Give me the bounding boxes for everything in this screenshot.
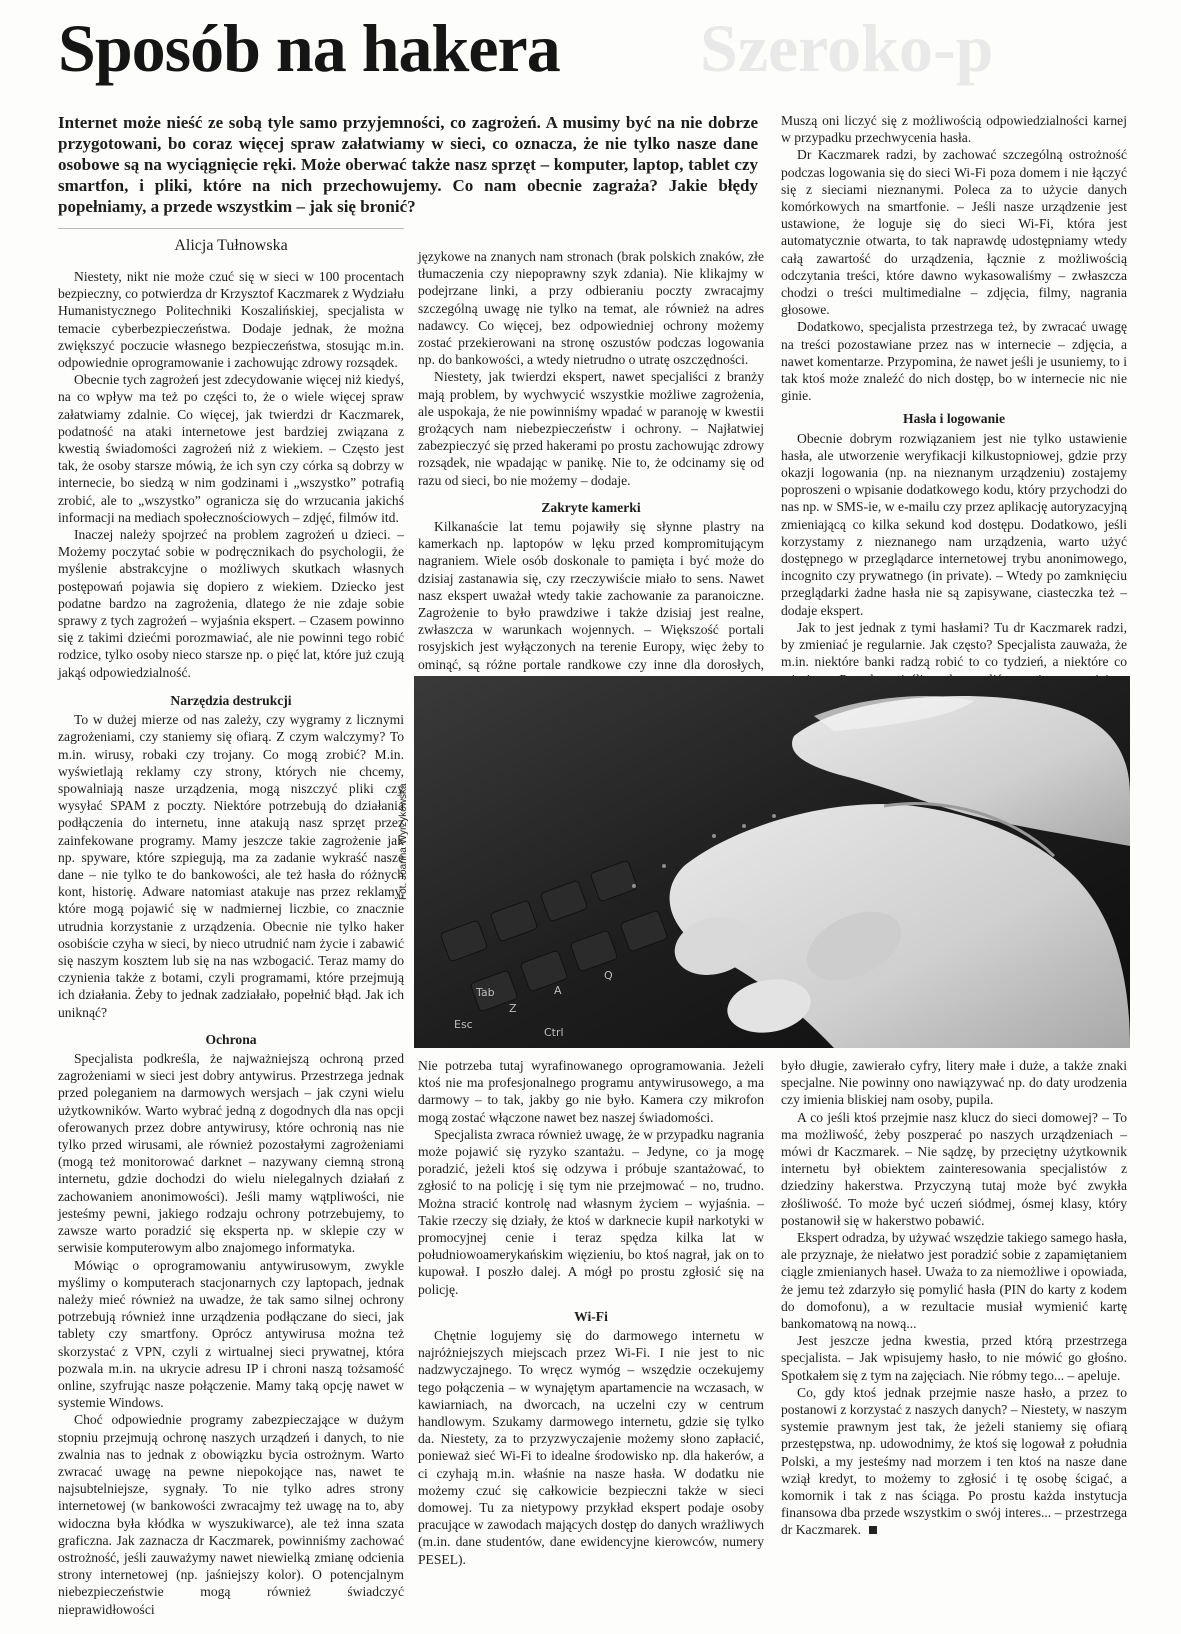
- section-heading-ochrona: Ochrona: [205, 1031, 257, 1047]
- keyboard-photo: [414, 676, 1130, 1048]
- paragraph: Obecnie tych zagrożeń jest zdecydowanie więcej niż kiedyś, na co wpływ ma też po części to, że o wiele więcej spraw załatwiamy zdalnie. Co więcej, jak twierdzi dr Kaczmarek, podatność na ataki internetowe jest bardziej związana z kwestią świadomości zagrożeń niż z wiekiem. – Często jest tak, że osoby starsze mówią, że ich syn czy córka są dobrzy w internecie, bo siedzą w nim godzinami i „wszystko” potrafią zrobić, ale to „wszystko” ogranicza się do wrzucania jakichś informacji na mediach społecznościowych – zdjęć, filmów itd.: [58, 372, 404, 525]
- key-label: A: [554, 984, 562, 997]
- paragraph: Kilkanaście lat temu pojawiły się słynne plastry na kamerkach np. laptopów w lęku przed kompromitującym nagraniem. Wiele osób doskonale to pamięta i być może do dzisiaj zastanawia się, czy rzeczywiście miało to sens. Nawet nasz ekspert uważał wtedy takie zachowanie za paranoiczne. Zagrożenie to było prawdziwe i także dzisiaj jest realne, zwłaszcza w warunkach wojennych. – Większość portali rosyjskich jest wyłączonych na terenie Europy, więc żeby to ominąć, są różne portale randkowe czy inne dla dorosłych,: [418, 519, 764, 672]
- column-1-bottom: [58, 692, 404, 1618]
- paragraph: Muszą oni liczyć się z możliwością odpowiedzialności karnej w przypadku przechwycenia hasła.: [781, 113, 1127, 146]
- column-3-bottom: [781, 1057, 1127, 1539]
- section-heading-wi-fi: Wi-Fi: [574, 1308, 608, 1324]
- paragraph: Jest jeszcze jedna kwestia, przed którą przestrzega specjalista. – Jak wpisujemy hasło, to nie mówić go głośno. Spotkałem się z tym na zajęciach. Nie róbmy tego... – apeluje.: [781, 1333, 1127, 1383]
- paragraph: Dr Kaczmarek radzi, by zachować szczególną ostrożność podczas logowania się do sieci Wi-Fi poza domem i nie łączyć się z sieciami nieznanymi. Poleca za to użycie danych komórkowych na smartfonie. – Jeśli nasze urządzenie jest ustawione, że loguje się do sieci Wi-Fi, która jest automatycznie otwarta, to tak naprawdę udostępniamy wtedy całą zawartość do urządzenia, łącznie z możliwością odczytania treści, które dawno wykasowaliśmy – zwłaszcza chodzi o treści multimedialne – zdjęcia, filmy, nagrania głosowe.: [781, 147, 1127, 318]
- paragraph: Inaczej należy spojrzeć na problem zagrożeń u dzieci. – Możemy poczytać sobie w podręcznikach do psychologii, że myślenie abstrakcyjne o możliwych skutkach własnych postępowań pojawia się dopiero z wiekiem. Dziecko jest podatne bardzo na zagrożenia, dlatego że nie zdaje sobie sprawy z tych zagrożeń – wyjaśnia ekspert. – Czasem powinno się z takimi dziećmi porozmawiać, ale nie powinni tego robić rodzice, tylko osoby nieco starsze np. o pięć lat, które już czują jakąś odpowiedzialność.: [58, 527, 404, 680]
- key-label: Z: [509, 1002, 517, 1015]
- column-2-bottom: [418, 1057, 764, 1568]
- paragraph: Niestety, nikt nie może czuć się w sieci w 100 procentach bezpieczny, co potwierdza dr Krzysztof Kaczmarek z Wydziału Humanistycznego Politechniki Koszalińskiej, specjalista w temacie cyberbezpieczeństwa. Dodaje jednak, że można zwiększyć poczucie własnego bezpieczeństwa, stosując m.in. odpowiednie oprogramowanie i zachowując zdrowy rozsądek.: [58, 269, 404, 371]
- key-label: Esc: [454, 1018, 473, 1031]
- photo-credit: Fot. Joanna Wyrzykowska: [398, 783, 409, 900]
- paragraph: Specjalista zwraca również uwagę, że w przypadku nagrania może pojawić się ryzyko szantażu. – Jedyne, co ja mogę poradzić, jeżeli ktoś się odzywa i próbuje szantażować, to zgłosić to na policję i się tym nie przejmować – no, trudno. Można stracić kontrolę nad własnym życiem – wyjaśnia. – Takie rzeczy się działy, że ktoś w darknecie kupił narkotyki w promocyjnej cenie i teraz spędza kilka lat w południowoamerykańskim więzieniu, bo ktoś nagrał, jak on to kupował. I poszło dalej. A mógł po prostu zgłosić się na policję.: [418, 1126, 764, 1297]
- paragraph: Specjalista podkreśla, że najważniejszą ochroną przed zagrożeniami w sieci jest dobry antywirus. Przestrzega jednak przed poleganiem na darmowych wersjach – jak czyni wielu użytkowników. Warto wybrać jedną z dogodnych dla nas opcji oferowanych przez dobre antywirusy, które ochronią nas nie tylko przed wirusami, ale również pozostałymi zagrożeniami (mogą też monitorować darknet – nazywany ciemną stroną internetu, gdzie dochodzi do wielu nielegalnych działań z zachowaniem anonimowości). Jeśli mamy wątpliwości, nie jesteśmy pewni, jakiego rodzaju ochrony potrzebujemy, to zawsze warto poradzić się eksperta np. w sklepie czy w serwisie komputerowym albo znajomego informatyka.: [58, 1051, 404, 1256]
- paragraph: Nie potrzeba tutaj wyrafinowanego oprogramowania. Jeżeli ktoś nie ma profesjonalnego programu antywirusowego, a ma darmowy – to tak, jakby go nie było. Kamera czy mikrofon mogą zostać włączone nawet bez naszej świadomości.: [418, 1058, 764, 1125]
- section-heading-narzedzia-destrukcji: Narzędzia destrukcji: [170, 693, 292, 708]
- paragraph: To w dużej mierze od nas zależy, czy wygramy z licznymi zagrożeniami, czy staniemy się ofiarą. Z czym walczymy? To m.in. wirusy, robaki czy trojany. Co mogą zrobić? M.in. wyświetlają reklamy czy strony, których nie chcemy, spowalniają nasze urządzenia, mogą niszczyć pliki czy wysyłać SPAM z poczty. Niektóre potrzebują do działania podłączenia do internetu, inne atakują nasz sprzęt przez zainfekowane programy. Mamy jeszcze takie zagrożenie jak np. spyware, które szpiegują, ma za zadanie wykraść nasze dane – nie tylko te do bankowości, ale też hasła do różnych kont, historię. Adware natomiast atakuje nas przez reklamy, które mogą pojawić się w nadmiernej liczbie, co znacznie utrudnia korzystanie z urządzenia. Obecnie nie tylko haker osobiście czyha w sieci, by nieco utrudnić nam życie i zabawić się naszym kosztem lub się na nas wzbogacić. Teraz mamy do czynienia także z botami, czyli programami, które przejmują ich działania. Żeby to jednak zadziałało, popełnić błąd. Jak ich uniknąć?: [58, 712, 404, 1020]
- paragraph-text: Co, gdy ktoś jednak przejmie nasze hasło, a przez to postanowi z korzystać z naszych danych? – Niestety, w naszym systemie prawnym jest tak, że jeżeli staniemy się ofiarą przestępstwa, np. udowodnimy, że ktoś się logował z południa Polski, a my jesteśmy nad morzem i ten ktoś na nasze dane wziął kredyt, to możemy to zgłosić i tę osobę ścigać, a komornik i tak z nas ściąga. Po prostu każda instytucja finansowa dba przede wszystkim o swój interes... – przestrzega dr Kaczmarek.: [781, 1384, 1127, 1538]
- article-title: Sposób na hakera: [58, 10, 560, 86]
- hands-typing-illustration: [414, 676, 1130, 1048]
- key-label: Tab: [476, 986, 495, 999]
- section-heading-zakryte-kamerki: Zakryte kamerki: [541, 499, 641, 515]
- article-lead: Internet może nieść ze sobą tyle samo przyjemności, co zagrożeń. A musimy być na nie dobrze przygotowani, bo coraz więcej spraw załatwiamy w sieci, co oznacza, że nie tylko nasze dane osobowe są na wyciągnięcie ręki. Może oberwać także nasz sprzęt – komputer, laptop, tablet czy smartfon, i pliki, które na nich przechowujemy. Co nam obecnie zagraża? Jakie błędy popełniamy, a przede wszystkim – jak się bronić?: [58, 113, 758, 216]
- paragraph: Ekspert odradza, by używać wszędzie takiego samego hasła, ale przyznaje, że niełatwo jest poradzić sobie z zapamiętaniem ciągle zmienianych haseł. Uważa to za niemożliwe i opowiada, że jemu też zdarzyło się pomylić hasła (PIN do karty z kodem do domofonu), a w rezultacie musiał wymienić kartę bankomatową na nową...: [781, 1230, 1127, 1332]
- paragraph-final: [781, 1384, 1127, 1539]
- section-heading-hasla-i-logowanie: Hasła i logowanie: [903, 411, 1005, 427]
- key-label: Ctrl: [544, 1026, 564, 1039]
- end-of-article-mark: [869, 1526, 877, 1534]
- paragraph: było długie, zawierało cyfry, litery małe i duże, a także znaki specjalne. Nie powinny ono nawiązywać np. do daty urodzenia czy imienia bliskiej nam osoby, pupila.: [781, 1058, 1127, 1108]
- column-1-top: [58, 268, 404, 681]
- adjacent-page-ghost-text: Szeroko-p: [700, 10, 994, 86]
- author-divider: [58, 228, 404, 229]
- paragraph: językowe na znanych nam stronach (brak polskich znaków, złe tłumaczenia czy niepoprawny szyk zdania). Nie klikajmy w podejrzane linki, a przy odbieraniu poczty zwracajmy szczególną uwagę nie tylko na temat, ale również na adres nadawcy. Co więcej, bez odpowiedniej ochrony możemy zostać przekierowani na stronę oszustów podczas logowania np. do bankowości, a wtedy nietrudno o utratę oszczędności.: [418, 249, 764, 368]
- paragraph: Dodatkowo, specjalista przestrzega też, by zwracać uwagę na treści pozostawiane przez nas w internecie – zdjęcia, a nawet komentarze. Przypomina, że nawet jeśli je usuniemy, to i tak ktoś może znaleźć do nich dostęp, bo w internecie nic nie ginie.: [781, 319, 1127, 404]
- paragraph: Obecnie dobrym rozwiązaniem jest nie tylko ustawienie hasła, ale utworzenie weryfikacji kilkustopniowej, gdzie przy okazji logowania (np. na nieznanym urządzeniu) zostajemy poproszeni o wpisanie dodatkowego kodu, który przychodzi do nas np. w SMS-ie, w e-mailu czy przez aplikację autoryzacyjną zmieniającą co kilka sekund kod dostępu. Dodatkowo, jeśli korzystamy z nieznanego nam urządzenia, warto użyć dostępnego w przeglądarce internetowej trybu anonimowego, incognito czy prywatnego (in private). – Wtedy po zamknięciu przeglądarki żadne hasła nie są zapisywane, ciasteczka też – dodaje ekspert.: [781, 430, 1127, 618]
- paragraph: Chętnie logujemy się do darmowego internetu w najróżniejszych miejscach przez Wi-Fi. I nie jest to nic nadzwyczajnego. To wręcz wymóg – wszędzie oczekujemy tego połączenia – w wynajętym apartamencie na wczasach, w kawiarniach, na dworcach, na uczelni czy w centrum handlowym. Szukamy darmowego internetu, gdzie się tylko da. Niestety, za to przyzwyczajenie możemy słono zapłacić, ponieważ sieć Wi-Fi to idealne środowisko np. dla hakerów, a ci czyhają m.in. właśnie na nasze hasła. W dodatku nie możemy czuć się całkowicie bezpieczni także w sieci domowej. Tu za nietypowy przykład ekspert podaje osoby pracujące w zawodach mających dostęp do danych wrażliwych (m.in. dane studentów, dane ewidencyjne kierowców, numery PESEL).: [418, 1328, 764, 1567]
- column-2-top: [418, 248, 764, 724]
- paragraph: Jak to jest jednak z tymi hasłami? Tu dr Kaczmarek radzi, by zmieniać je regularnie. Jak często? Specjalista zauważa, że m.in. niektóre banki radzą robić to co tydzień, a niektóre co: [781, 619, 1127, 670]
- paragraph: A co jeśli ktoś przejmie nasz klucz do sieci domowej? – To ma możliwość, żeby poszperać po naszych urządzeniach – mówi dr Kaczmarek. – Nie sądzę, by przeciętny użytkownik internetu był obiektem zainteresowania specjalistów z dziedziny hakerstwa. Przyczyną tutaj może być zwykła złośliwość. To może być uczeń siódmej, ósmej klasy, który postanowił się w hakerstwo pobawić.: [781, 1109, 1127, 1228]
- paragraph: Choć odpowiednie programy zabezpieczające w dużym stopniu przejmują ochronę naszych urządzeń i danych, to nie zwalnia nas to jednak z obowiązku bycia ostrożnym. Warto zwracać uwagę na pewne niepokojące nas, nawet te najsubtelniejsze, sygnały. To nie tylko adres strony internetowej (w bankowości zwracajmy też uwagę na to, aby widoczna była kłódka w wyszukiwarce), ale też inna szata graficzna. Jak zaznacza dr Kaczmarek, powinniśmy zachować ostrożność, jeśli zauważymy nawet niewielką zmianę odcienia strony internetowej (np. jaśniejszy kolor). O potencjalnym niebezpieczeństwie mogą również świadczyć nieprawidłowości: [58, 1412, 404, 1617]
- column-3-top: [781, 112, 1127, 757]
- article-author: Alicja Tułnowska: [174, 237, 288, 254]
- paragraph: Mówiąc o oprogramowaniu antywirusowym, zwykle myślimy o komputerach stacjonarnych czy laptopach, jednak należy mieć również na uwadze, że tak samo silnej ochrony potrzebują również inne urządzenia podłączane do sieci, jak tablety czy smartfony. Oprócz antywirusa można też skorzystać z VPN, czyli z wirtualnej sieci prywatnej, która pozwala m.in. na ukrycie adresu IP i chroni naszą tożsamość online, szyfrując nasze połączenie. Mamy taką opcję nawet w systemie Windows.: [58, 1257, 404, 1411]
- paragraph: Niestety, jak twierdzi ekspert, nawet specjaliści z branży mają problem, by wychwycić wszystkie możliwe zagrożenia, ale uspokaja, że nie powinniśmy wpadać w paranoję w kwestii grożących nam niebezpieczeństw i ochrony. – Najłatwiej zabezpieczyć się przed hakerami po prostu zachowując zdrowy rozsądek, nie wpadając w panikę. Nie to, że odcinamy się od razu od sieci, bo nie możemy – dodaje.: [418, 369, 764, 488]
- key-label: Q: [604, 969, 613, 982]
